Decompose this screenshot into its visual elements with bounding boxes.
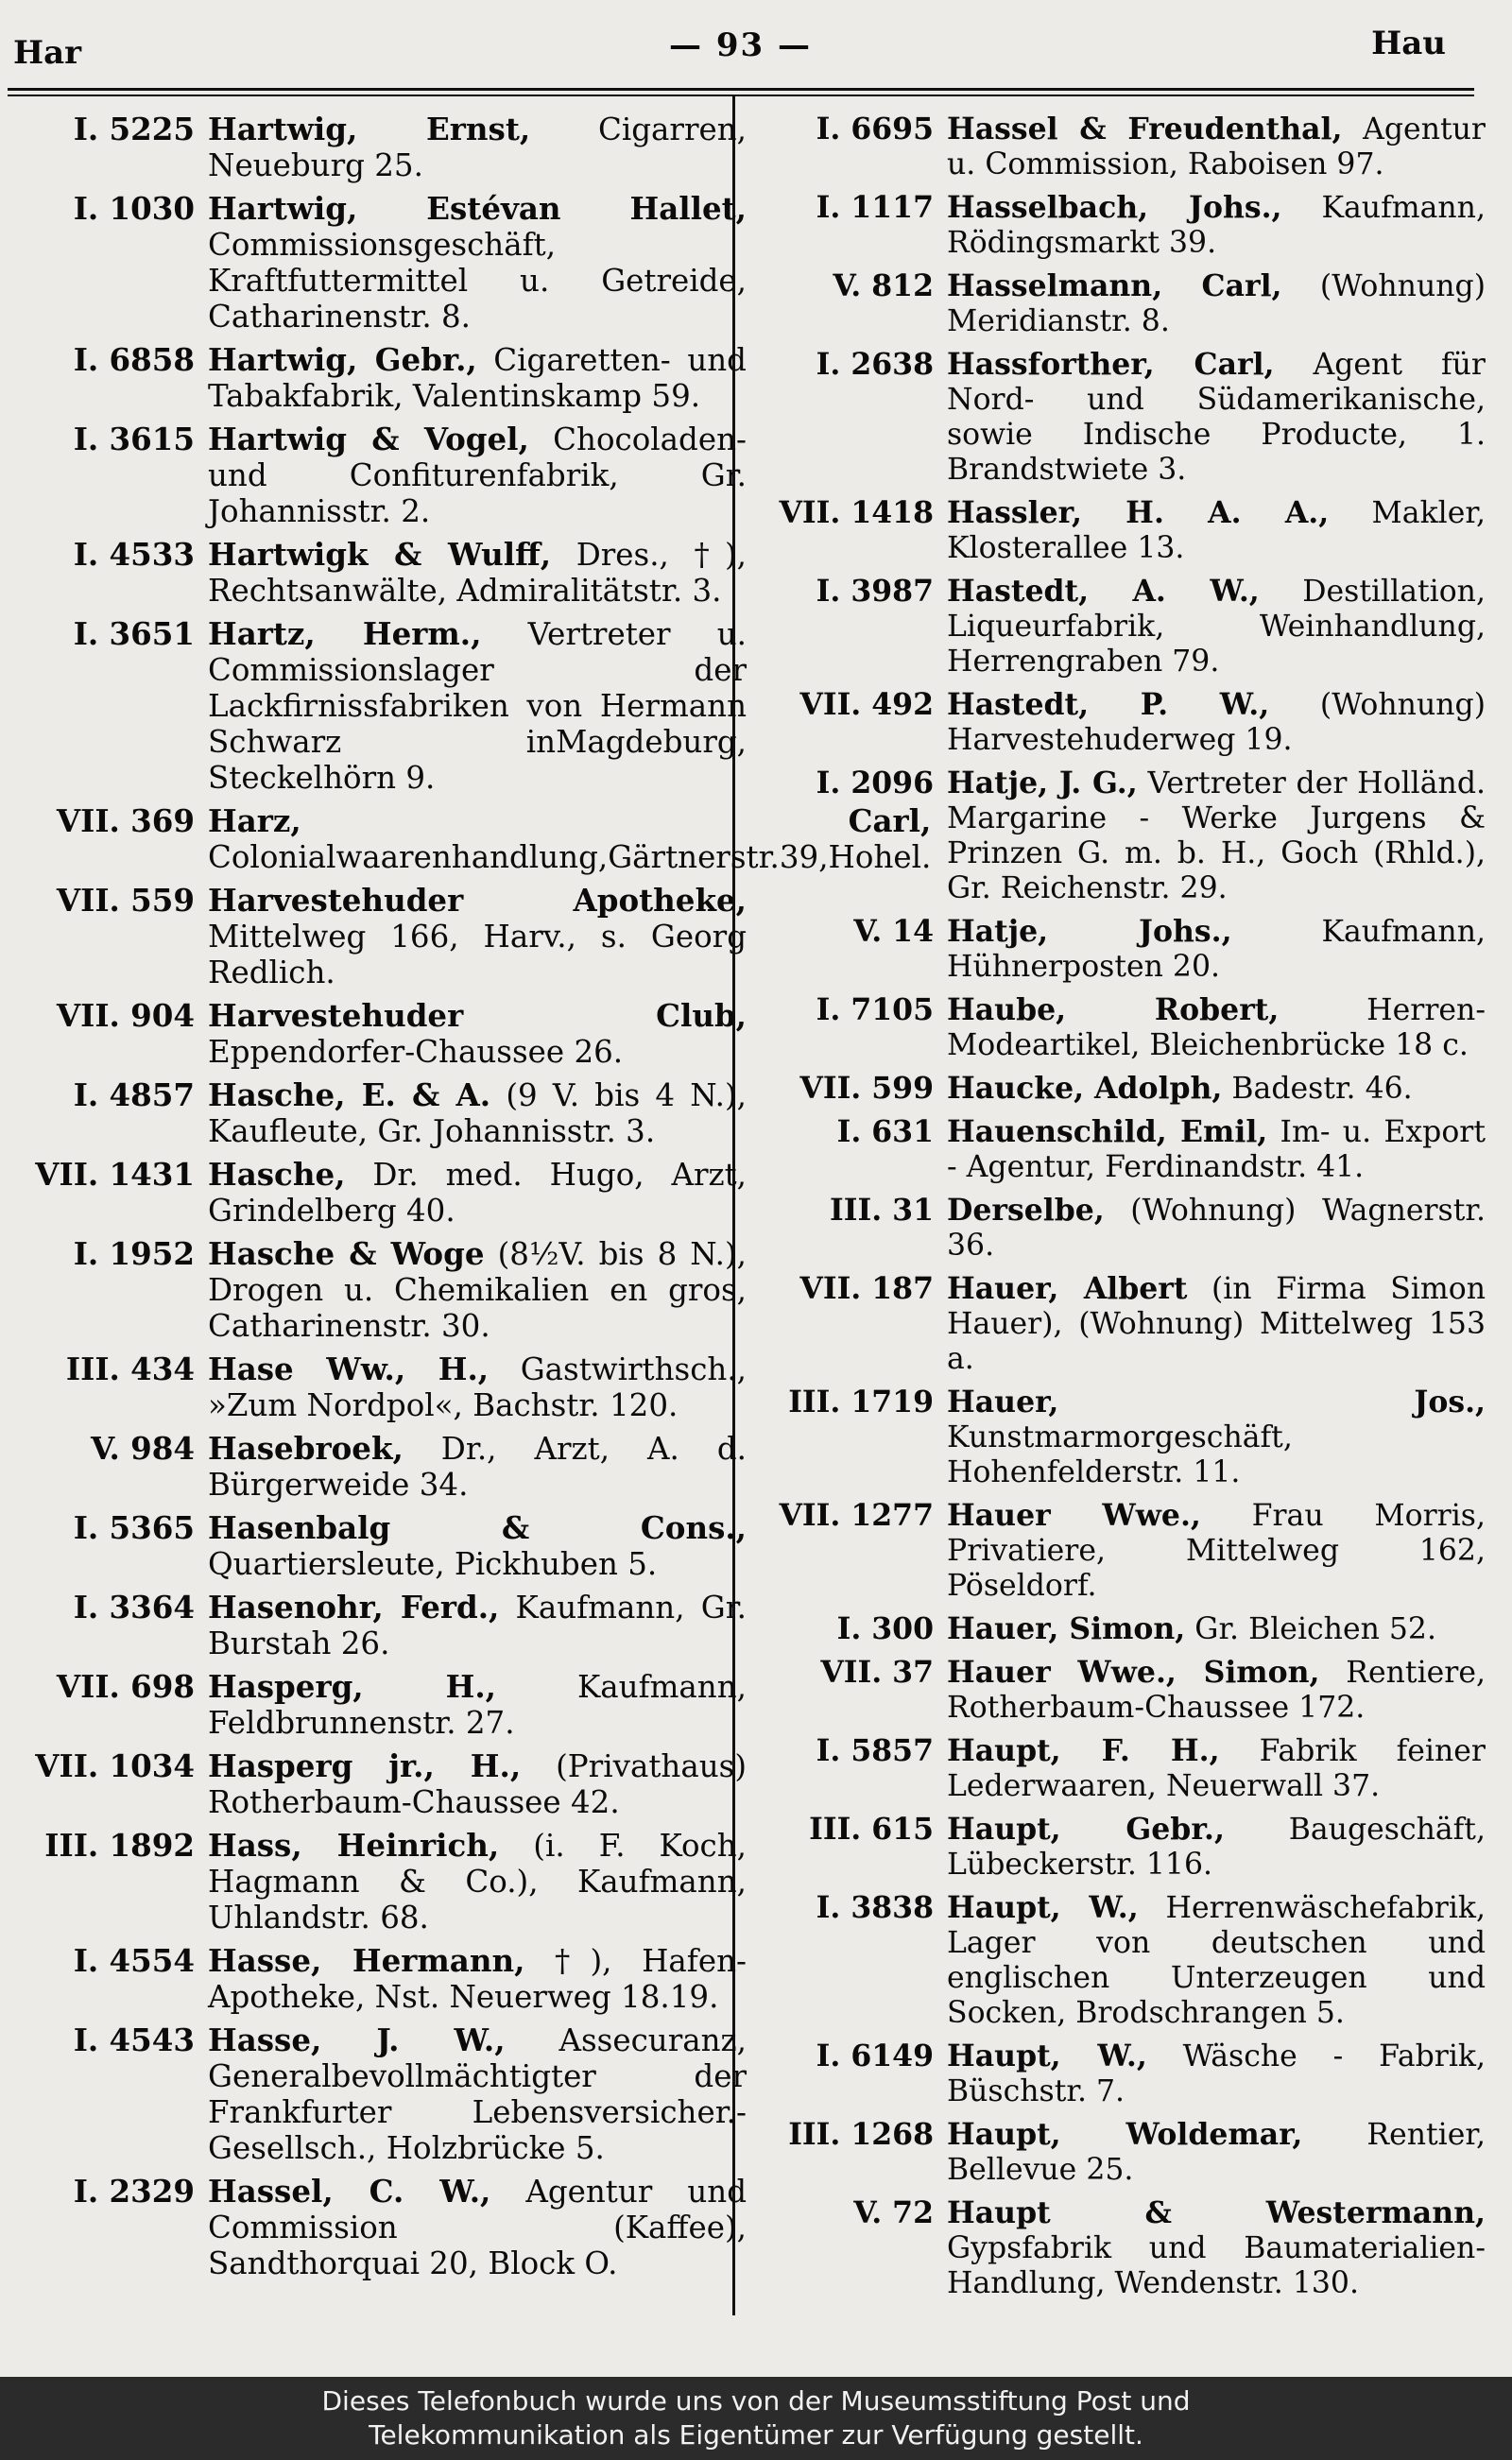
entry-details: Rentiere, Rotherbaum-Chaussee 172. [947,1656,1486,1725]
directory-entry [756,1655,1493,1726]
entry-text [195,1590,754,1661]
directory-entry [17,1351,754,1423]
entry-details: (Wohnung) Wagnerstr. 36. [947,1194,1486,1263]
entry-details: Assecuranz, Generalbevollmächtigter der Frankfurter Lebensversicher.-Gesellsch., Holzbrücke 5. [208,2022,747,2166]
phone-number: I. 3615 [73,421,195,457]
entry-name: Hartwig, Estévan Hallet, [208,190,747,227]
entry-text [195,883,754,990]
directory-entry [17,1669,754,1741]
entry-details: (9 V. bis 4 N.), Kaufleute, Gr. Johannisstr. 3. [208,1077,747,1149]
directory-entry [17,1157,754,1229]
entry-text [934,1812,1493,1883]
phone-number: I. 300 [836,1611,934,1646]
entry-name: Derselbe, [947,1193,1105,1228]
entry-text [934,112,1493,182]
entry-text [934,992,1493,1063]
entry-details: Gr. Bleichen 52. [1185,1612,1436,1646]
directory-entry [17,421,754,529]
directory-entry [756,1890,1493,2031]
entry-details: Herrenwäschefabrik, Lager von deutschen und englischen Unterzeugen und Socken, Brodschrangen 5. [947,1891,1486,2030]
entry-details: Mittelweg 166, Harv., s. Georg Redlich. [208,919,747,990]
entry-text [934,495,1493,566]
phone-number: VII. 599 [799,1071,934,1106]
phone-number: III. 1892 [44,1827,195,1864]
phone-number: I. 1117 [816,190,934,225]
entry-text [934,190,1493,261]
entry-details: Colonialwaarenhandlung,Gärtnerstr.39,Hohel. [208,839,932,875]
entry-text [195,1943,754,2015]
entry-name: Hassel & Freudenthal, [947,112,1343,146]
entry-name: Hassforther, Carl, [947,347,1275,382]
directory-entry [756,190,1493,261]
right-column [756,112,1493,2309]
footer-line-2: Telekommunikation als Eigentümer zur Verfügung gestellt. [369,2419,1143,2451]
directory-entry [756,112,1493,182]
entry-name: Haupt, F. H., [947,1733,1220,1768]
entry-text [934,2039,1493,2109]
entry-name: Hauer Wwe., Simon, [947,1655,1320,1690]
phone-number: V. 14 [853,914,934,949]
entry-name: Hassel, C. W., [208,2173,491,2210]
phone-number: I. 5857 [816,1733,934,1768]
entry-text [934,2195,1493,2301]
footer-line-1: Dieses Telefonbuch wurde uns von der Museumsstiftung Post und [321,2385,1191,2417]
entry-name: Hauer, Simon, [947,1611,1186,1646]
entry-details: (i. F. Koch, Hagmann & Co.), Kaufmann, Uhlandstr. 68. [208,1828,747,1935]
entry-details: Kaufmann, Feldbrunnenstr. 27. [208,1669,747,1741]
phone-number: VII. 187 [799,1271,934,1306]
directory-entry [756,574,1493,680]
entry-text [934,914,1493,985]
entry-details: Makler, Klosterallee 13. [947,496,1486,565]
entry-name: Harvestehuder Club, [208,997,747,1034]
entry-name: Hatje, Johs., [947,914,1232,949]
entry-text [195,1431,754,1503]
phone-number: VII. 904 [56,997,195,1034]
directory-entry [756,1071,1493,1107]
entry-text [934,347,1493,488]
entry-name: Hatje, J. G., [947,766,1138,800]
page-number: — 93 — [669,26,812,64]
phone-number: I. 3364 [73,1589,195,1626]
phone-number: I. 6858 [73,341,195,378]
phone-number: I. 631 [836,1114,934,1149]
phone-number: I. 5365 [73,1509,195,1546]
entry-text [934,1271,1493,1377]
entry-name: Hass, Heinrich, [208,1827,500,1864]
entry-text [934,1611,1493,1647]
entry-details: (Wohnung) Harvestehuderweg 19. [947,688,1486,757]
header-rule-secondary [8,95,1474,96]
entry-details: Destillation, Liqueurfabrik, Weinhandlung, Herrengraben 79. [947,575,1486,679]
entry-name: Hauer, Jos., [947,1385,1486,1419]
directory-entry [17,2174,754,2281]
entry-name: Hauer, Albert [947,1271,1188,1306]
entry-details: (Privathaus) Rotherbaum-Chaussee 42. [208,1748,747,1820]
phone-number: I. 7105 [816,992,934,1027]
entry-text [934,1114,1493,1185]
entry-text [195,616,754,796]
phone-number: V. 812 [833,268,934,303]
entry-text [195,2022,754,2166]
entry-text [934,1193,1493,1264]
phone-number: III. 1268 [788,2117,934,2152]
phone-number: I. 4857 [73,1076,195,1113]
directory-entry [17,191,754,335]
directory-entry [756,1271,1493,1377]
entry-name: Hasperg jr., H., [208,1747,522,1784]
entry-details: Dr. med. Hugo, Arzt, Grindelberg 40. [208,1157,747,1229]
entry-name: Hasselbach, Johs., [947,190,1282,225]
entry-name: Hassler, H. A. A., [947,495,1330,530]
entry-details: Vertreter der Holländ. Margarine - Werke Jurgens & Prinzen G. m. b. H., Goch (Rhld.), Gr. Reichenstr. 29. [947,766,1486,905]
directory-entry [17,998,754,1070]
phone-number: I. 3987 [816,574,934,609]
directory-entry [756,1114,1493,1185]
phone-number: III. 31 [830,1193,934,1228]
entry-details: Wäsche - Fabrik, Büschstr. 7. [947,2039,1486,2108]
entry-text [195,2174,754,2281]
entry-text [195,537,754,609]
directory-entry [17,1510,754,1582]
entry-details: Baugeschäft, Lübeckerstr. 116. [947,1813,1486,1882]
entry-text [195,998,754,1070]
entry-name: Haupt & Westermann, [947,2195,1486,2230]
directory-entry [756,992,1493,1063]
entry-name: Hasperg, H., [208,1668,496,1705]
directory-entry [756,1812,1493,1883]
directory-entry [17,883,754,990]
entry-text [195,1748,754,1820]
entry-text [195,191,754,335]
directory-entry [756,1498,1493,1604]
entry-details: Gastwirthsch., »Zum Nordpol«, Bachstr. 120. [208,1351,747,1423]
entry-details: Dr., Arzt, A. d. Bürgerweide 34. [208,1431,747,1503]
entry-details: Kaufmann, Rödingsmarkt 39. [947,191,1486,260]
directory-entry [17,2022,754,2166]
phone-number: VII. 1034 [35,1747,195,1784]
entry-details: Badestr. 46. [1222,1072,1413,1106]
directory-entry [17,112,754,183]
phone-number: VII. 559 [56,882,195,919]
entry-text [934,574,1493,680]
entry-details: Frau Morris, Privatiere, Mittelweg 162, Pöseldorf. [947,1499,1486,1603]
phone-number: V. 72 [853,2195,934,2230]
entry-text [195,1236,754,1344]
entry-name: Hasenbalg & Cons., [208,1509,747,1546]
phone-number: VII. 1418 [779,495,934,530]
phone-number: III. 434 [65,1350,195,1387]
directory-entry [756,2195,1493,2301]
directory-entry [17,616,754,796]
directory-entry [17,1431,754,1503]
directory-entry [756,1193,1493,1264]
entry-name: Haupt, Woldemar, [947,2117,1303,2152]
entry-details: Agentur u. Commission, Raboisen 97. [947,112,1486,181]
directory-entry [17,802,932,875]
directory-entry [756,766,1493,906]
entry-name: Hartwig, Gebr., [208,341,477,378]
entry-text [934,687,1493,758]
entry-text [934,268,1493,339]
phone-number: I. 2096 [816,766,934,800]
entry-name: Hasenohr, Ferd., [208,1589,500,1626]
entry-details: Cigaretten- und Tabakfabrik, Valentinskamp 59. [208,342,747,414]
entry-details: Rentier, Bellevue 25. [947,2118,1486,2187]
entry-details: Eppendorfer-Chaussee 26. [208,1034,624,1070]
entry-name: Haupt, Gebr., [947,1812,1225,1847]
directory-entry [17,1077,754,1149]
header-left-keyword: Har [13,34,82,72]
phone-number: I. 6149 [816,2039,934,2073]
entry-details: (Wohnung) Meridianstr. 8. [947,269,1486,338]
entry-details: (8½V. bis 8 N.), Drogen u. Chemikalien en gros, Catharinenstr. 30. [208,1236,747,1344]
directory-entry [17,537,754,609]
phone-number: VII. 1431 [35,1156,195,1193]
entry-name: Haube, Robert, [947,992,1280,1027]
entry-name: Hasche & Woge [208,1235,485,1272]
entry-text [195,1077,754,1149]
entry-details: †), Hafen-Apotheke, Nst. Neuerweg 18.19. [208,1943,747,2015]
phone-number: I. 2329 [73,2173,195,2210]
entry-details: (in Firma Simon Hauer), (Wohnung) Mittelweg 153 a. [947,1272,1486,1376]
entry-details: Cigarren, Neueburg 25. [208,112,747,183]
entry-name: Haupt, W., [947,1890,1139,1925]
entry-details: Vertreter u. Commissionslager der Lackfirnissfabriken von Hermann Schwarz inMagdeburg, Steckelhörn 9. [208,616,747,796]
directory-entry [17,1828,754,1935]
entry-text [934,2117,1493,2188]
entry-details: Commissionsgeschäft, Kraftfuttermittel u. Getreide, Catharinenstr. 8. [208,227,747,335]
entry-text [934,1071,1493,1107]
entry-details: Chocoladen- und Confiturenfabrik, Gr. Johannisstr. 2. [208,421,747,529]
entry-name: Haupt, W., [947,2039,1147,2073]
footer-notice [0,2377,1512,2460]
directory-entry [756,268,1493,339]
entry-name: Hartwig & Vogel, [208,421,529,457]
entry-name: Hasche, [208,1156,346,1193]
entry-details: Quartiersleute, Pickhuben 5. [208,1546,658,1582]
entry-details: Herren-Modeartikel, Bleichenbrücke 18 c. [947,993,1486,1062]
entry-name: Harz, Carl, [208,802,932,839]
page-header [8,25,1474,81]
entry-name: Hauenschild, Emil, [947,1114,1268,1149]
entry-details: Kaufmann, Hühnerposten 20. [947,915,1486,984]
phone-number: I. 3838 [816,1890,934,1925]
entry-text [934,1890,1493,2031]
entry-text [195,1828,754,1935]
entry-name: Hasselmann, Carl, [947,268,1282,303]
phone-number: VII. 698 [56,1668,195,1705]
phone-number: VII. 37 [820,1655,934,1690]
entry-text [934,1655,1493,1726]
entry-details: Agentur und Commission (Kaffee), Sandthorquai 20, Block O. [208,2174,747,2281]
entry-text [934,1385,1493,1490]
entry-text [934,766,1493,906]
directory-entry [756,687,1493,758]
phone-number: I. 1952 [73,1235,195,1272]
entry-text [195,342,754,414]
entry-details: Gypsfabrik und Baumaterialien-Handlung, Wendenstr. 130. [947,2231,1486,2300]
phone-number: III. 1719 [788,1385,934,1419]
phone-number: I. 4554 [73,1942,195,1979]
entry-name: Hasebroek, [208,1430,404,1467]
entry-name: Hartwigk & Wulff, [208,536,552,573]
entry-text [195,1510,754,1582]
directory-entry [17,342,754,414]
directory-entry [756,914,1493,985]
directory-entry [756,1733,1493,1804]
entry-name: Hauer Wwe., [947,1498,1201,1533]
entry-details: Kaufmann, Gr. Burstah 26. [208,1590,747,1661]
entry-text [195,112,754,183]
header-right-keyword: Hau [1371,25,1446,62]
phone-number: VII. 369 [56,802,195,839]
entry-name: Harvestehuder Apotheke, [208,882,747,919]
directory-entry [17,1748,754,1820]
directory-entry [756,495,1493,566]
phone-number: I. 5225 [73,111,195,147]
entry-name: Hasse, Hermann, [208,1942,525,1979]
directory-entry [756,1385,1493,1490]
entry-name: Hasse, J. W., [208,2021,506,2058]
phone-number: VII. 492 [799,687,934,722]
phone-number: I. 2638 [816,347,934,382]
entry-details: Agent für Nord- und Südamerikanische, sowie Indische Producte, 1. Brandstwiete 3. [947,348,1486,487]
phone-number: I. 1030 [73,190,195,227]
directory-entry [17,1590,754,1661]
entry-name: Hastedt, A. W., [947,574,1260,609]
phone-number: III. 615 [809,1812,934,1847]
directory-entry [17,1236,754,1344]
phone-number: I. 4543 [73,2021,195,2058]
entry-details: Dres., †), Rechtsanwälte, Admiralitätstr. 3. [208,537,747,609]
directory-entry [756,2117,1493,2188]
entry-text [195,1669,754,1741]
phone-number: I. 4533 [73,536,195,573]
entry-text [195,421,754,529]
directory-entry [17,1943,754,2015]
phone-number: VII. 1277 [779,1498,934,1533]
entry-text [195,1351,754,1423]
directory-entry [756,1611,1493,1647]
header-rule [8,88,1474,91]
directory-entry [756,347,1493,488]
entry-name: Hastedt, P. W., [947,687,1270,722]
directory-entry [756,2039,1493,2109]
entry-name: Hasche, E. & A. [208,1076,491,1113]
entry-details: Im- u. Export - Agentur, Ferdinandstr. 41. [947,1115,1486,1184]
phone-number: I. 3651 [73,615,195,652]
entry-text [195,1157,754,1229]
entry-name: Hartwig, Ernst, [208,111,531,147]
entry-text [934,1733,1493,1804]
entry-name: Hase Ww., H., [208,1350,490,1387]
entry-text [934,1498,1493,1604]
entry-details: Fabrik feiner Lederwaaren, Neuerwall 37. [947,1734,1486,1803]
phone-number: I. 6695 [816,112,934,146]
entry-name: Hartz, Herm., [208,615,482,652]
entry-name: Haucke, Adolph, [947,1071,1223,1106]
phone-number: V. 984 [90,1430,195,1467]
entry-details: Kunstmarmorgeschäft, Hohenfelderstr. 11. [947,1420,1293,1489]
